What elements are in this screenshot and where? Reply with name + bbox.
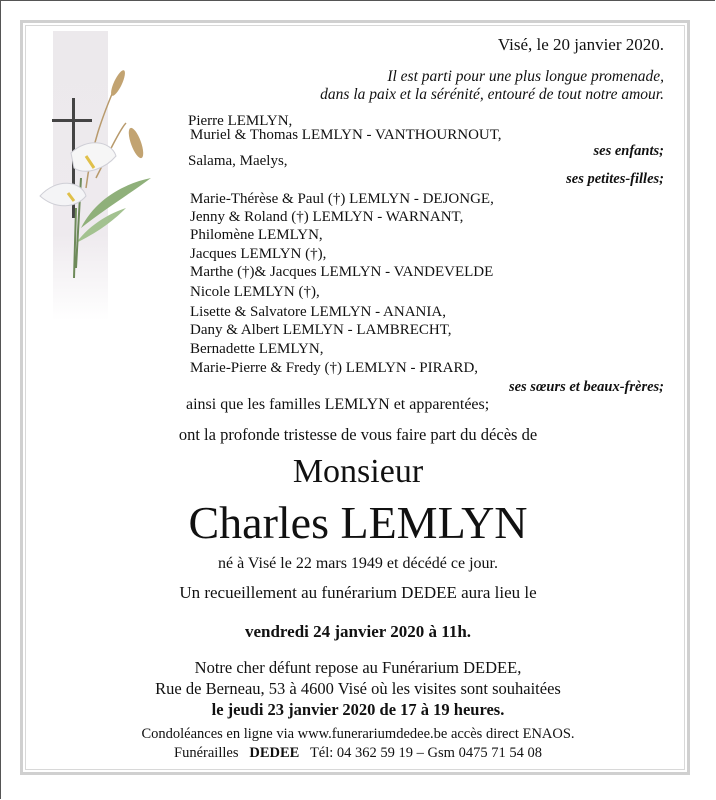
deceased-title: Monsieur — [292, 453, 424, 490]
funeral-home-phone: Tél: 04 362 59 19 – Gsm 0475 71 54 08 — [309, 745, 542, 761]
epitaph-line-1: Il est parti pour une plus longue promenade, — [387, 68, 664, 85]
visit-date: le jeudi 23 janvier 2020 de 17 à 19 heures. — [211, 700, 505, 719]
birth-death-info: né à Visé le 22 mars 1949 et décédé ce jour. — [218, 555, 498, 572]
notice-date: Visé, le 20 janvier 2020. — [497, 35, 664, 54]
sibling-name: Marie-Thérèse & Paul (†) LEMLYN - DEJONGE, — [190, 191, 494, 207]
cross-lily-wheat-icon — [36, 28, 156, 328]
child-name: Pierre LEMLYN, — [188, 113, 293, 129]
siblings-label: ses sœurs et beaux-frères; — [508, 379, 664, 395]
wheat-ears — [108, 69, 146, 160]
background-band — [53, 31, 108, 321]
sibling-name: Bernadette LEMLYN, — [190, 341, 324, 357]
announcement-intro: ont la profonde tristesse de vous faire part du décès de — [178, 425, 538, 444]
funeral-home-name: DEDEE — [249, 745, 300, 761]
grandchild-names: Salama, Maelys, — [188, 153, 288, 169]
funeral-prefix: Funérailles — [174, 745, 239, 761]
ceremony-date: vendredi 24 janvier 2020 à 11h. — [244, 622, 472, 641]
sibling-name: Philomène LEMLYN, — [190, 227, 323, 243]
other-families: ainsi que les familles LEMLYN et apparentées; — [186, 396, 490, 413]
sibling-name: Marthe (†)& Jacques LEMLYN - VANDEVELDE — [190, 264, 494, 280]
children-label: ses enfants; — [593, 143, 664, 159]
deceased-name: Charles LEMLYN — [188, 497, 528, 548]
grandchildren-label: ses petites-filles; — [566, 171, 664, 187]
sibling-name: Jacques LEMLYN (†), — [190, 246, 327, 262]
sibling-name: Jenny & Roland (†) LEMLYN - WARNANT, — [190, 209, 464, 225]
sibling-name: Marie-Pierre & Fredy (†) LEMLYN - PIRARD, — [190, 360, 479, 376]
ceremony-intro: Un recueillement au funérarium DEDEE aura lieu le — [179, 583, 537, 602]
visit-line-2: Rue de Berneau, 53 à 4600 Visé où les visites sont souhaitées — [155, 679, 561, 698]
child-name: Muriel & Thomas LEMLYN - VANTHOURNOUT, — [190, 127, 502, 143]
sibling-name: Nicole LEMLYN (†), — [190, 284, 320, 300]
condolences-info: Condoléances en ligne via www.funerariumdedee.be accès direct ENAOS. — [141, 726, 575, 742]
sibling-name: Dany & Albert LEMLYN - LAMBRECHT, — [190, 322, 452, 338]
visit-line-1: Notre cher défunt repose au Funérarium DEDEE, — [194, 658, 522, 677]
epitaph-line-2: dans la paix et la sérénité, entouré de tout notre amour. — [320, 86, 664, 103]
sibling-name: Lisette & Salvatore LEMLYN - ANANIA, — [190, 304, 446, 320]
funeral-home-contact — [0, 746, 716, 761]
